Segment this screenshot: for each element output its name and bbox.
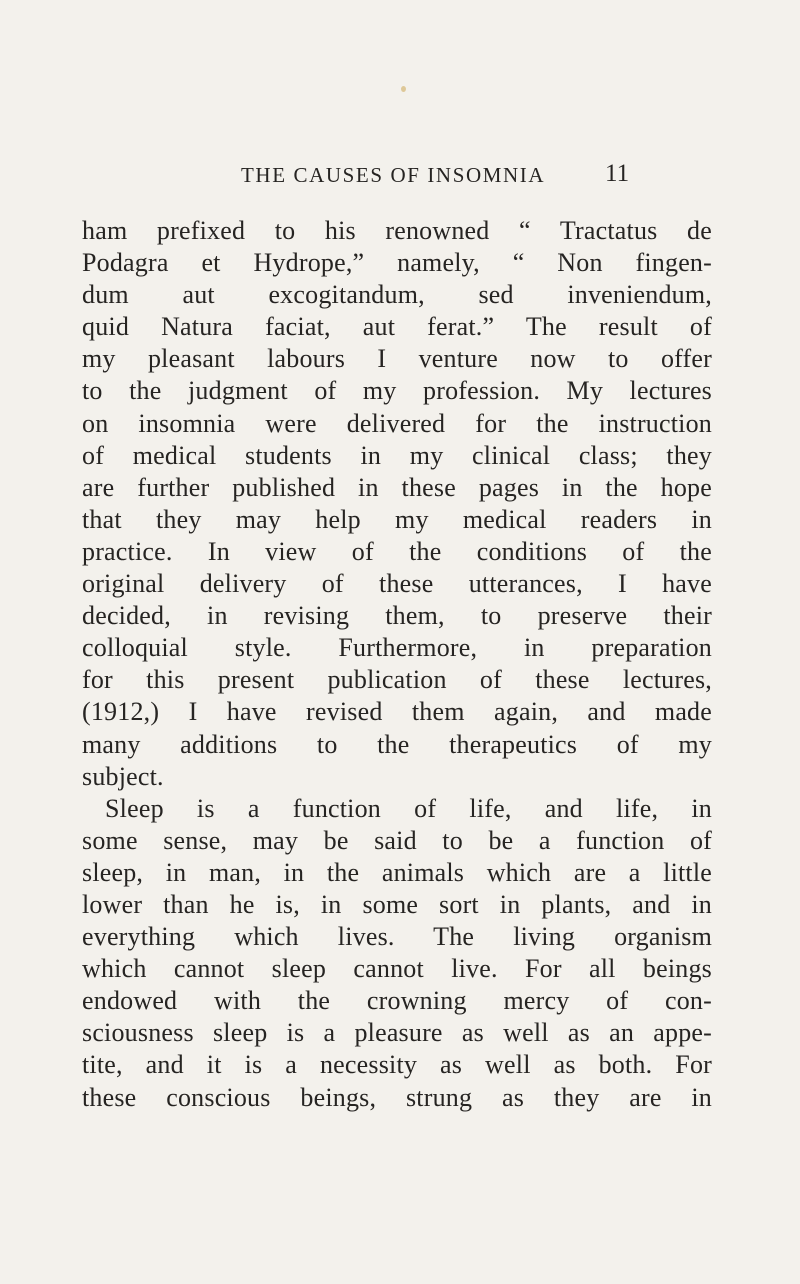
text-line: dum aut excogitandum, sed inveniendum, — [82, 280, 712, 310]
text-line: ham prefixed to his renowned “ Tractatus de — [82, 216, 712, 245]
text-line: these conscious beings, strung as they are in — [82, 1082, 712, 1112]
paragraph-end-line: subject. — [82, 761, 164, 791]
text-line: sciousness sleep is a pleasure as well as an appe- — [82, 1018, 712, 1048]
text-line: of medical students in my clinical class; they — [82, 440, 712, 470]
text-line: Podagra et Hydrope,” namely, “ Non fingen- — [82, 248, 712, 278]
text-line: many additions to the therapeutics of my — [82, 729, 712, 759]
running-head-title: THE CAUSES OF INSOMNIA — [241, 163, 546, 187]
text-line: to the judgment of my profession. My lectures — [82, 376, 712, 406]
text-line: are further published in these pages in the hope — [82, 472, 712, 502]
paper-blemish — [401, 86, 406, 92]
text-line: quid Natura faciat, aut ferat.” The result of — [82, 312, 712, 342]
text-line: for this present publication of these lectures, — [82, 665, 712, 695]
paragraph-first-line: Sleep is a function of life, and life, in — [105, 793, 712, 823]
running-head — [0, 160, 800, 200]
text-line: everything which lives. The living organism — [82, 922, 712, 952]
text-line: colloquial style. Furthermore, in preparation — [82, 633, 712, 663]
text-line: some sense, may be said to be a function of — [82, 825, 712, 855]
body-text — [82, 215, 712, 1114]
text-line: which cannot sleep cannot live. For all beings — [82, 954, 712, 984]
text-line: lower than he is, in some sort in plants, and in — [82, 889, 712, 919]
page-number: 11 — [605, 160, 630, 187]
text-line: on insomnia were delivered for the instruction — [82, 408, 712, 438]
text-line: endowed with the crowning mercy of con- — [82, 986, 712, 1016]
text-line: decided, in revising them, to preserve their — [82, 601, 712, 631]
text-line: practice. In view of the conditions of the — [82, 536, 712, 566]
text-line: my pleasant labours I venture now to offer — [82, 344, 712, 374]
text-line: tite, and it is a necessity as well as both. For — [82, 1050, 712, 1080]
text-line: sleep, in man, in the animals which are a little — [82, 857, 712, 887]
text-line: that they may help my medical readers in — [82, 504, 712, 534]
text-line: (1912,) I have revised them again, and made — [82, 697, 712, 727]
text-line: original delivery of these utterances, I have — [82, 569, 712, 599]
